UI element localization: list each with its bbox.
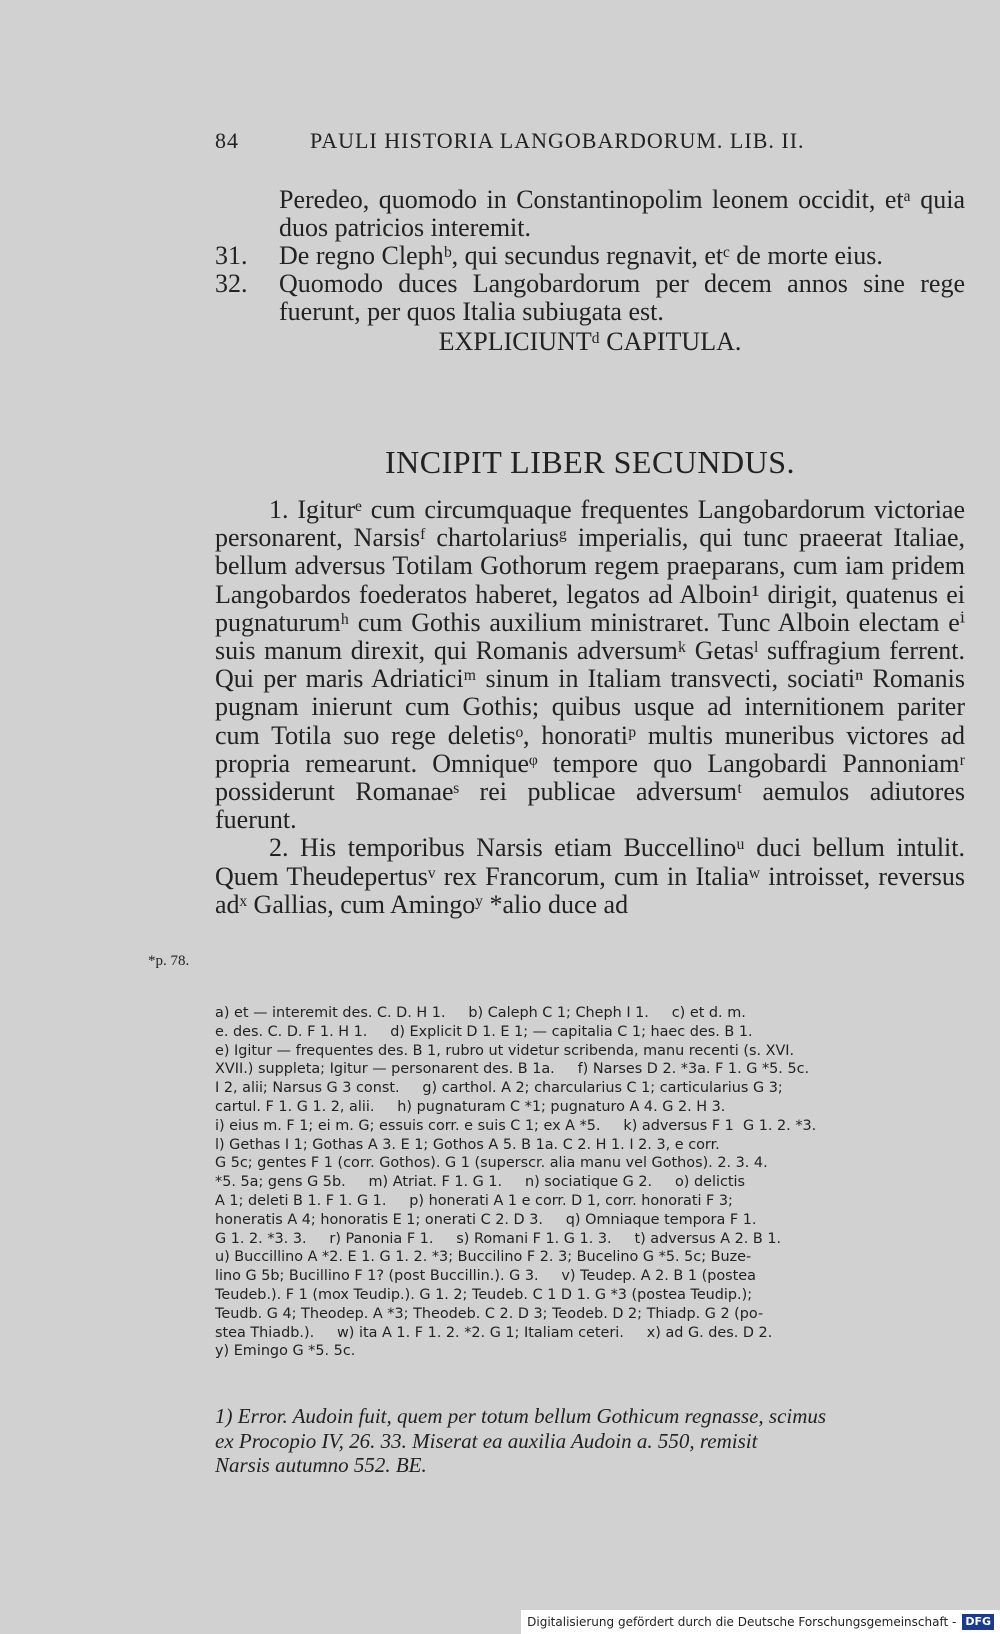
apparatus-line: y) Emingo G *5. 5c. [215, 1343, 356, 1360]
margin-page-reference: *p. 78. [148, 953, 190, 969]
apparatus-line: a) et — interemit des. C. D. H 1. b) Caleph C 1; Cheph I 1. c) et d. m. [215, 1005, 746, 1021]
apparatus-line: u) Buccillino A *2. E 1. G 1. 2. *3; Buccilino F 2. 3; Bucelino G *5. 5c; Buze- [215, 1249, 752, 1266]
apparatus-line: G 5c; gentes F 1 (corr. Gothos). G 1 (superscr. alia manu vel Gothos). 2. 3. 4. [215, 1155, 768, 1172]
chapter-entry-31 [215, 242, 965, 270]
apparatus-line: e) Igitur — frequentes des. B 1, rubro ut videtur scribenda, manu recenti (s. XVI. [215, 1042, 795, 1059]
explicit-capitula: EXPLICIUNTᵈ CAPITULA. [438, 327, 742, 356]
chapter-number: 31. [215, 241, 248, 270]
apparatus-line: I 2, alii; Narsus G 3 const. g) carthol. A 2; charcularius C 1; carticularius G 3; [215, 1080, 783, 1097]
apparatus-line: stea Thiadb.). w) ita A 1. F 1. 2. *2. G 1; Italiam ceteri. x) ad G. des. D 2. [215, 1324, 773, 1341]
apparatus-line: honeratis A 4; honoratis E 1; onerati C 2. D 3. q) Omniaque tempora F 1. [215, 1211, 757, 1228]
apparatus-line: XVII.) suppleta; Igitur — personarent des. B 1a. f) Narses D 2. *3a. F 1. G *5. 5c. [215, 1061, 810, 1078]
dfg-logo: DFG [962, 1614, 994, 1630]
apparatus-line: *5. 5a; gens G 5b. m) Atriat. F 1. G 1. n) sociatique G 2. o) delictis [215, 1174, 746, 1191]
apparatus-line: G 1. 2. *3. 3. r) Panonia F 1. s) Romani F 1. G 1. 3. t) adversus A 2. B 1. [215, 1230, 782, 1247]
chapter-text: Quomodo duces Langobardorum per decem annos sine rege fuerunt, per quos Italia subiugata est. [279, 269, 965, 326]
chapter-entry-32 [215, 270, 965, 326]
footnote-line: ex Procopio IV, 26. 33. Miserat ea auxilia Audoin a. 550, remisit [215, 1428, 758, 1453]
apparatus-line: Teudb. G 4; Theodep. A *3; Theodeb. C 2. D 3; Teodeb. D 2; Thiadp. G 2 (po- [215, 1305, 764, 1322]
apparatus-line: cartul. F 1. G 1. 2, alii. h) pugnaturam C *1; pugnaturo A 4. G 2. H 3. [215, 1098, 726, 1115]
footnote-line: Narsis autumno 552. BE. [215, 1453, 427, 1477]
running-title: PAULI HISTORIA LANGOBARDORUM. LIB. II. [310, 128, 805, 153]
chapter-list [215, 186, 965, 356]
apparatus-line: A 1; deleti B 1. F 1. G 1. p) honerati A 1 e corr. D 1, corr. honorati F 3; [215, 1192, 733, 1209]
chapter-entry-30-continued: Peredeo, quomodo in Constantinopolim leonem occidit, etᵃ quia duos patricios interemit. [279, 185, 965, 242]
apparatus-line: Teudeb.). F 1 (mox Teudip.). G 1. 2; Teudeb. C 1 D 1. G *3 (postea Teudip.); [215, 1286, 753, 1303]
paragraph-1: 1. Igiturᵉ cum circumquaque frequentes Langobardorum victoriae personarent, Narsisᶠ chartolariusᵍ imperialis, qui tunc praeerat Italiae, bellum adversus Totilam Gothorum regem praeparans, cum iam pridem Langobardos foederatos haberet, legatos ad Alboin¹ dirigit, quatenus ei pugnaturumʰ cum Gothis auxilium ministraret. Tunc Alboin electam eⁱ suis manum direxit, qui Romanis adversumᵏ Getasˡ suffragium ferrent. Qui per maris Adriaticiᵐ sinum in Italiam transvecti, sociatiⁿ Romanis pugnam inierunt cum Gothis; quibus usque ad internitionem pariter cum Totila suo rege deletisᵒ, honoratiᵖ multis muneribus victores ad propria remearunt. Omniqueᵠ tempore quo Langobardi Pannoniamʳ possiderunt Romanaeˢ rei publicae adversumᵗ aemulos adiutores fuerunt. [215, 495, 965, 835]
variant-apparatus [215, 1004, 965, 1361]
credit-text: Digitalisierung gefördert durch die Deutsche Forschungsgemeinschaft - [527, 1615, 957, 1629]
apparatus-line: e. des. C. D. F 1. H 1. d) Explicit D 1. E 1; — capitalia C 1; haec des. B 1. [215, 1023, 753, 1040]
footnotes [215, 1404, 965, 1478]
page-number: 84 [215, 128, 239, 153]
book-title: INCIPIT LIBER SECUNDUS. [384, 444, 796, 480]
apparatus-line: i) eius m. F 1; ei m. G; essuis corr. e suis C 1; ex A *5. k) adversus F 1 G 1. 2. *3. [215, 1117, 817, 1134]
main-text [215, 496, 965, 919]
chapter-number: 32. [215, 269, 248, 298]
paragraph-2: 2. His temporibus Narsis etiam Buccellinoᵘ duci bellum intulit. Quem Theudepertusᵛ rex Francorum, cum in Italiaʷ introisset, reversus adˣ Gallias, cum Amingoʸ *alio duce ad [215, 833, 965, 919]
apparatus-line: l) Gethas I 1; Gothas A 3. E 1; Gothos A 5. B 1a. C 2. H 1. I 2. 3, e corr. [215, 1136, 720, 1153]
apparatus-line: lino G 5b; Bucillino F 1? (post Buccillin.). G 3. v) Teudep. A 2. B 1 (postea [215, 1268, 756, 1285]
footnote-line: 1) Error. Audoin fuit, quem per totum bellum Gothicum regnasse, scimus [215, 1404, 827, 1428]
chapter-text: De regno Clephᵇ, qui secundus regnavit, etᶜ de morte eius. [279, 241, 883, 270]
digitization-credit [521, 1610, 1000, 1634]
